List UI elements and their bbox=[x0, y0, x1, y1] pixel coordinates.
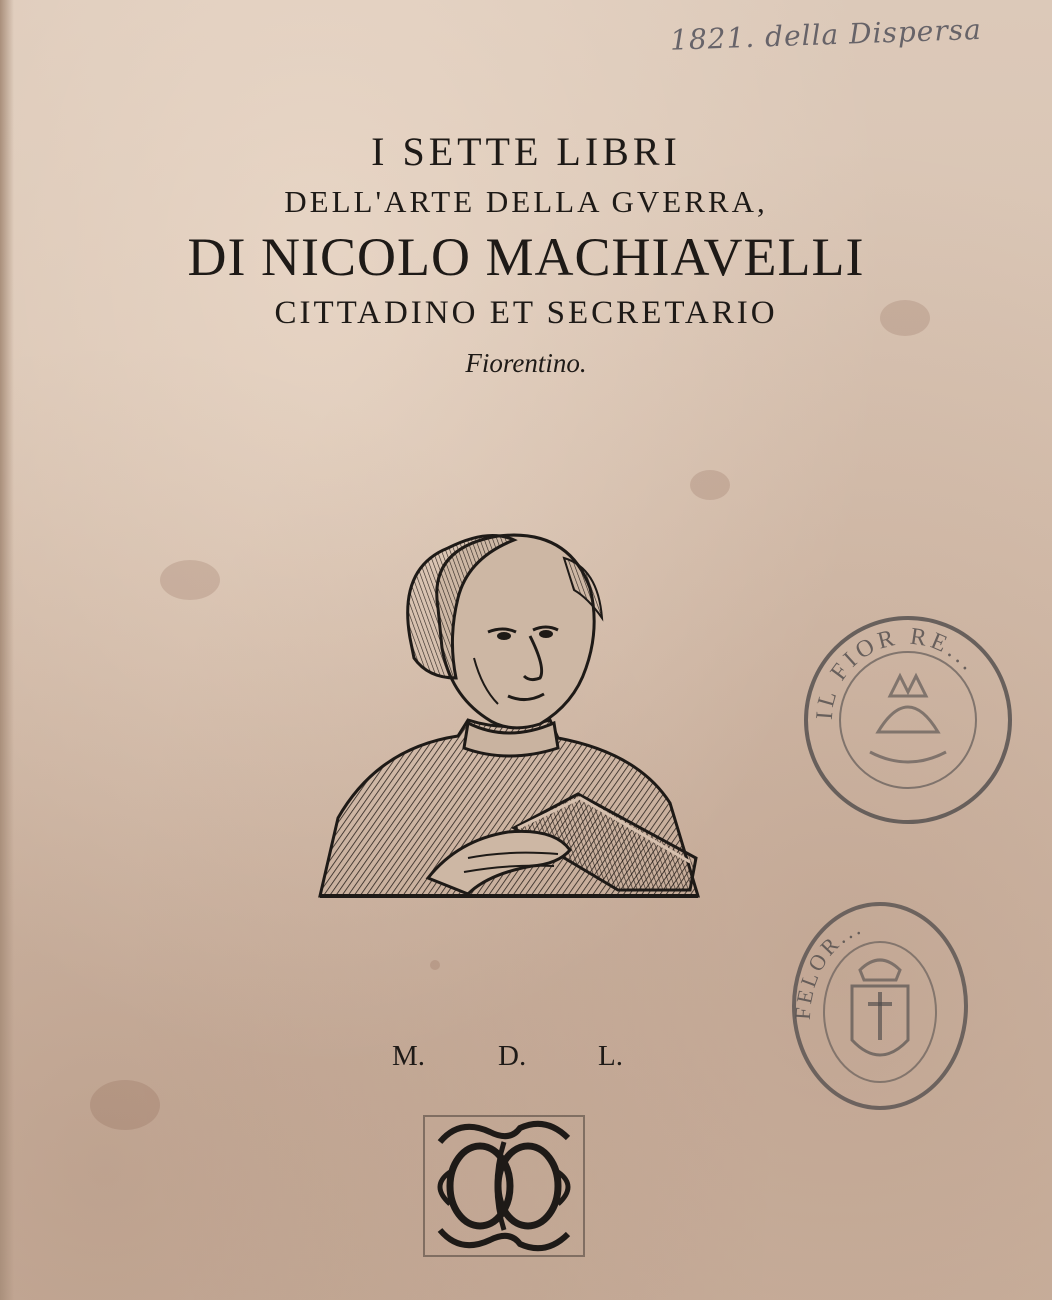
printer-device-image bbox=[420, 1112, 588, 1260]
foxing-spot bbox=[690, 470, 730, 500]
date-part-2: D. bbox=[498, 1040, 527, 1072]
title-line-5: Fiorentino. bbox=[465, 348, 587, 378]
handwritten-annotation: 1821. della Dispersa bbox=[669, 12, 983, 57]
foxing-spot bbox=[90, 1080, 160, 1130]
title-line-1: I SETTE LIBRI bbox=[371, 129, 681, 174]
date-part-1: M. bbox=[392, 1040, 426, 1072]
stamp-bottom-text: FELOR... bbox=[790, 913, 867, 1021]
foxing-spot bbox=[160, 560, 220, 600]
foxing-spot bbox=[430, 960, 440, 970]
svg-text:FELOR... bbox=[790, 913, 866, 1020]
stamp-top-text: IL FIOR RE... bbox=[811, 623, 984, 721]
library-stamp-top bbox=[800, 612, 1016, 828]
title-line-2: DELL'ARTE DELLA GVERRA, bbox=[284, 184, 768, 219]
title-line-4: CITTADINO ET SECRETARIO bbox=[274, 295, 778, 331]
svg-text:IL FIOR RE... bbox=[812, 624, 984, 721]
author-line: DI NICOLO MACHIAVELLI bbox=[187, 227, 865, 287]
date-part-3: L. bbox=[598, 1040, 623, 1072]
woodcut-portrait-image bbox=[318, 528, 700, 900]
library-stamp-bottom bbox=[790, 900, 970, 1112]
